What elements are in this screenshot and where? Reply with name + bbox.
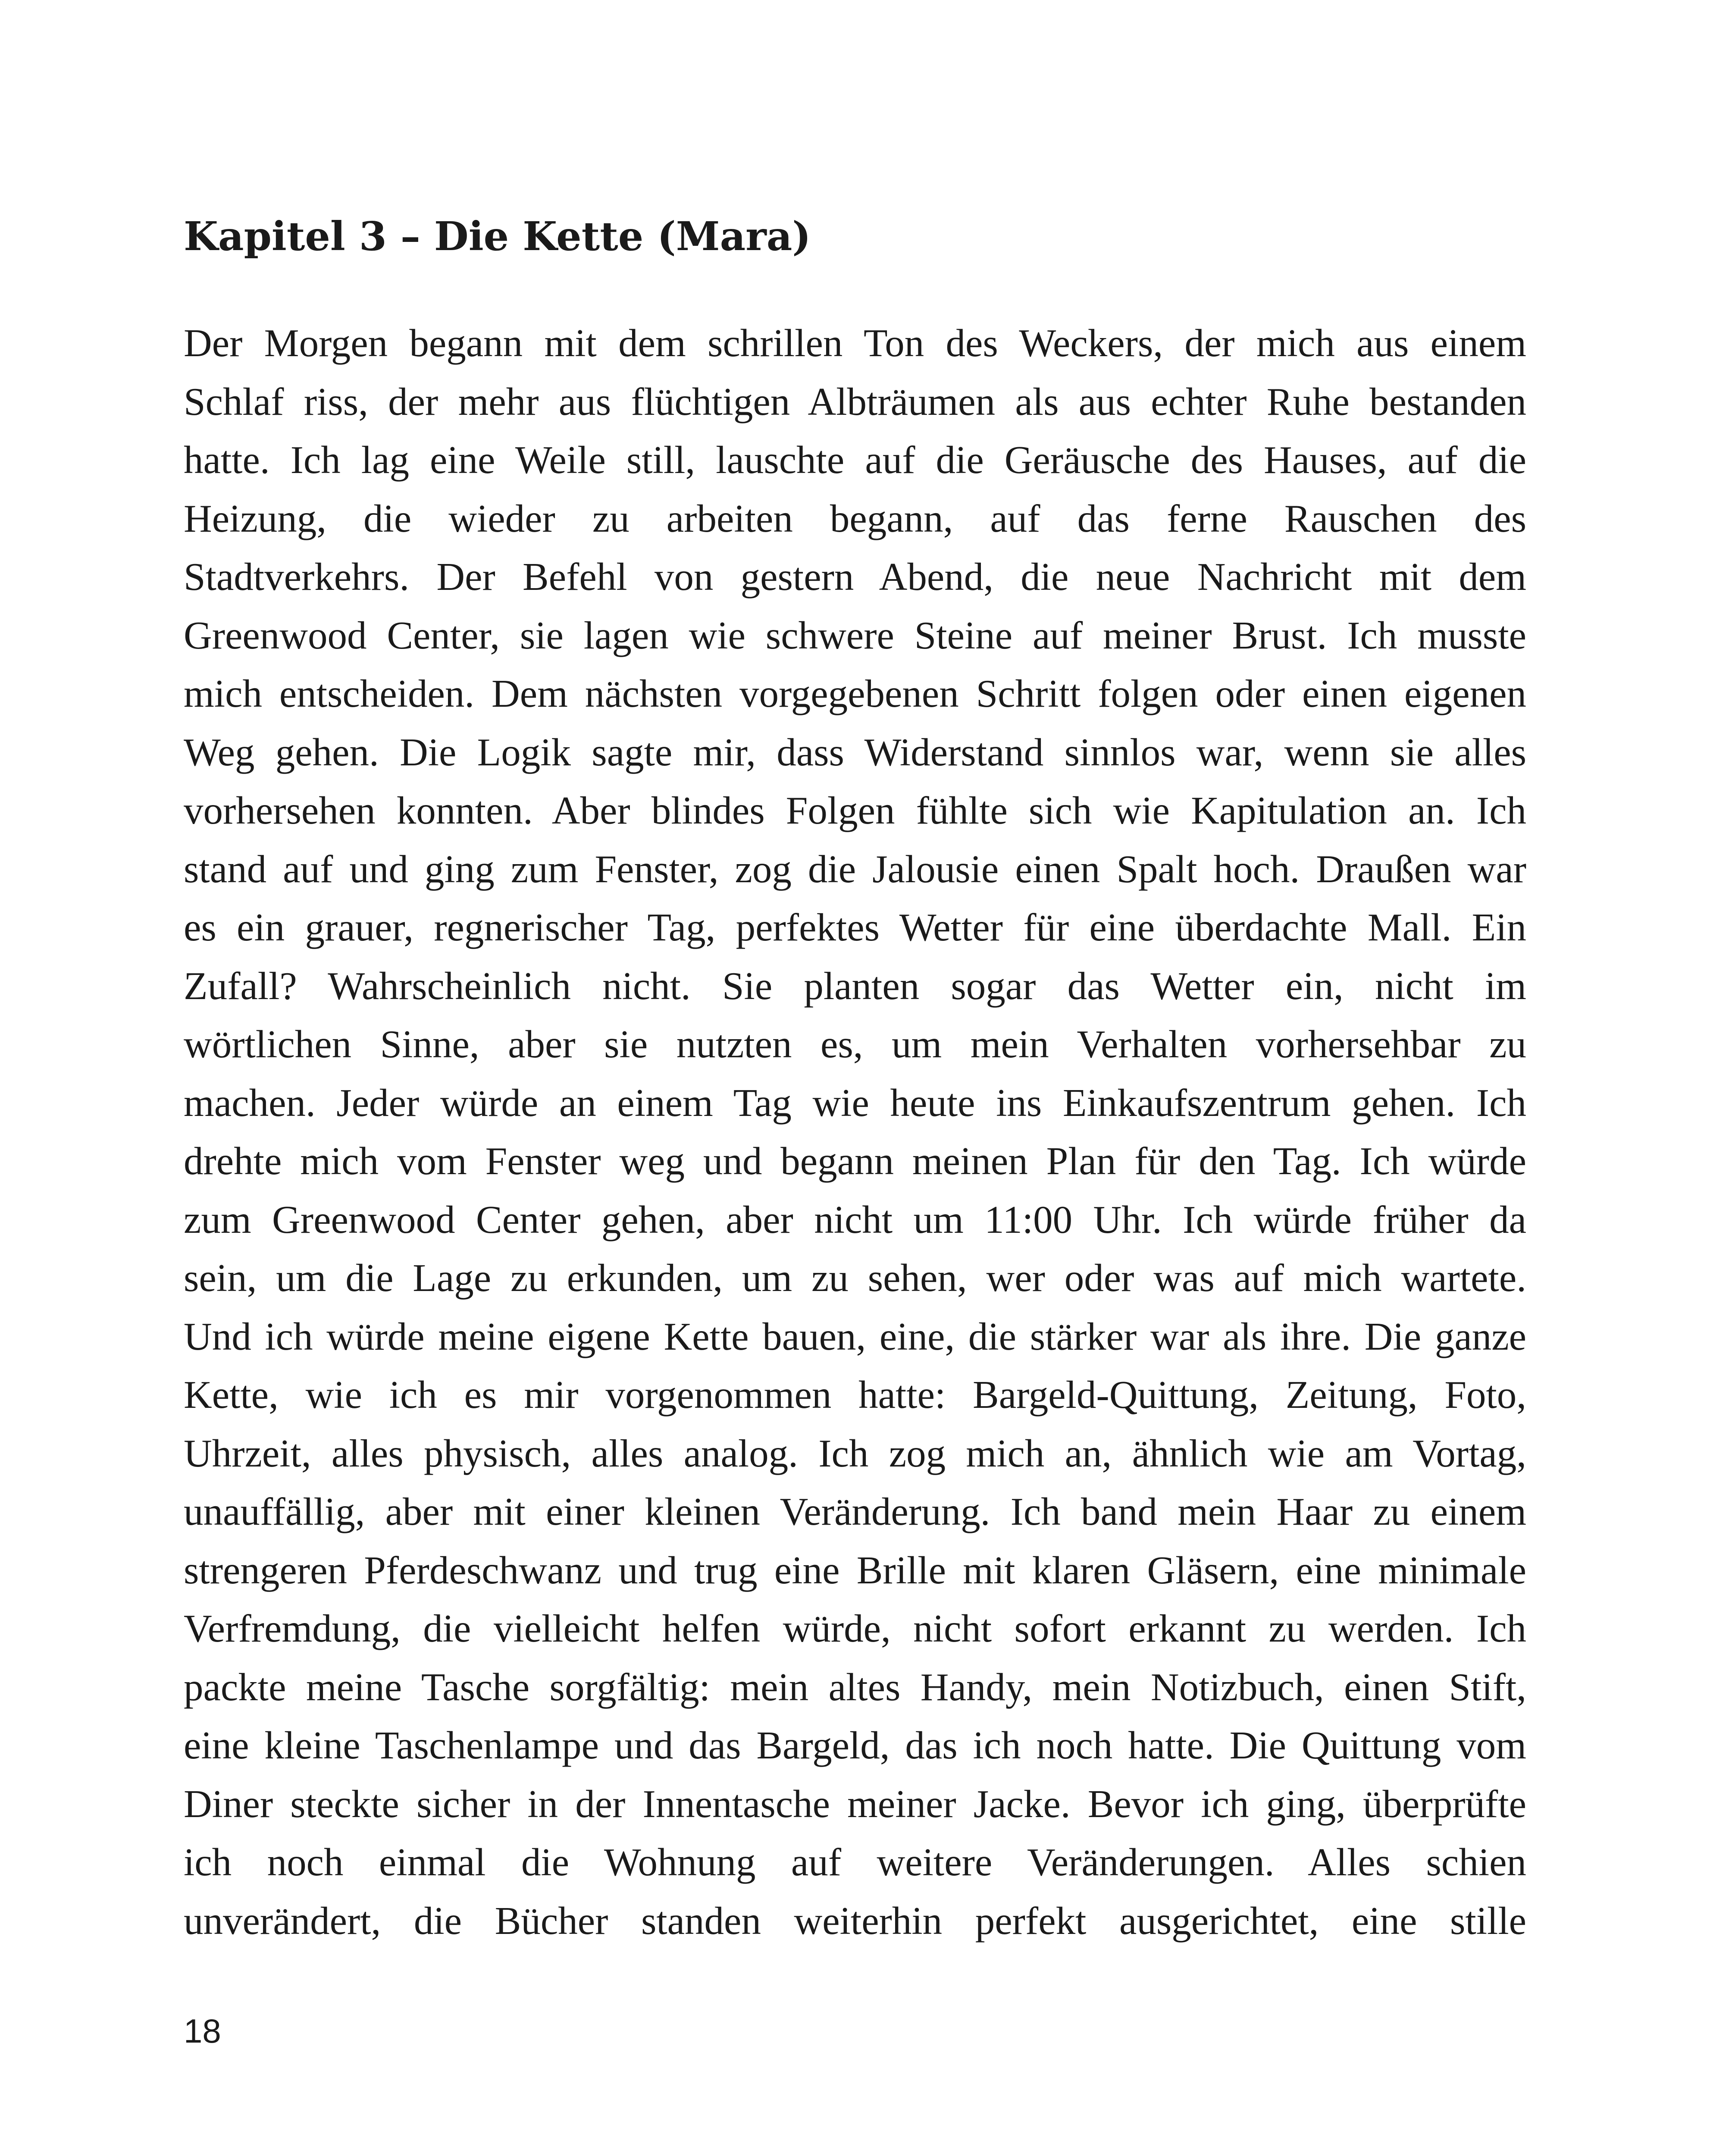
text-line: Weg gehen. Die Logik sagte mir, dass Widerstand sinnlos war, wenn sie alles	[184, 730, 1526, 774]
text-line: drehte mich vom Fenster weg und begann meinen Plan für den Tag. Ich würde	[184, 1139, 1526, 1183]
text-line: machen. Jeder würde an einem Tag wie heute ins Einkaufszentrum gehen. Ich	[184, 1081, 1526, 1125]
text-line: Uhrzeit, alles physisch, alles analog. Ich zog mich an, ähnlich wie am Vortag,	[184, 1431, 1526, 1475]
text-line: mich entscheiden. Dem nächsten vorgegebenen Schritt folgen oder einen eigenen	[184, 672, 1526, 715]
text-line: Zufall? Wahrscheinlich nicht. Sie planten sogar das Wetter ein, nicht im	[184, 964, 1526, 1008]
text-line: sein, um die Lage zu erkunden, um zu sehen, wer oder was auf mich wartete.	[184, 1256, 1526, 1300]
text-line: Heizung, die wieder zu arbeiten begann, auf das ferne Rauschen des	[184, 496, 1526, 540]
text-line: unauffällig, aber mit einer kleinen Veränderung. Ich band mein Haar zu einem	[184, 1490, 1526, 1533]
text-line: Und ich würde meine eigene Kette bauen, eine, die stärker war als ihre. Die ganze	[184, 1314, 1526, 1358]
text-line: Der Morgen begann mit dem schrillen Ton des Weckers, der mich aus einem	[184, 321, 1526, 365]
text-line: hatte. Ich lag eine Weile still, lauschte auf die Geräusche des Hauses, auf die	[184, 438, 1526, 482]
text-line: ich noch einmal die Wohnung auf weitere Veränderungen. Alles schien	[184, 1840, 1526, 1884]
text-line: packte meine Tasche sorgfältig: mein altes Handy, mein Notizbuch, einen Stift,	[184, 1665, 1526, 1709]
text-line: wörtlichen Sinne, aber sie nutzten es, um mein Verhalten vorhersehbar zu	[184, 1022, 1526, 1066]
text-line: zum Greenwood Center gehen, aber nicht um 11:00 Uhr. Ich würde früher da	[184, 1197, 1526, 1241]
text-line: unverändert, die Bücher standen weiterhin perfekt ausgerichtet, eine stille	[184, 1899, 1526, 1943]
text-line: Verfremdung, die vielleicht helfen würde, nicht sofort erkannt zu werden. Ich	[184, 1607, 1526, 1650]
text-line: stand auf und ging zum Fenster, zog die Jalousie einen Spalt hoch. Draußen war	[184, 847, 1526, 891]
text-line: Stadtverkehrs. Der Befehl von gestern Abend, die neue Nachricht mit dem	[184, 555, 1526, 599]
text-line: Greenwood Center, sie lagen wie schwere Steine auf meiner Brust. Ich musste	[184, 613, 1526, 657]
chapter-body-text	[184, 314, 1526, 1950]
page-number: 18	[184, 2012, 221, 2050]
chapter-title: Kapitel 3 – Die Kette (Mara)	[184, 213, 811, 260]
text-line: eine kleine Taschenlampe und das Bargeld, das ich noch hatte. Die Quittung vom	[184, 1724, 1526, 1767]
text-line: es ein grauer, regnerischer Tag, perfektes Wetter für eine überdachte Mall. Ein	[184, 906, 1526, 949]
text-line: vorhersehen konnten. Aber blindes Folgen fühlte sich wie Kapitulation an. Ich	[184, 789, 1526, 832]
text-line: strengeren Pferdeschwanz und trug eine Brille mit klaren Gläsern, eine minimale	[184, 1548, 1526, 1592]
text-line: Kette, wie ich es mir vorgenommen hatte: Bargeld-Quittung, Zeitung, Foto,	[184, 1373, 1526, 1416]
text-line: Diner steckte sicher in der Innentasche meiner Jacke. Bevor ich ging, überprüfte	[184, 1782, 1526, 1826]
text-line: Schlaf riss, der mehr aus flüchtigen Albträumen als aus echter Ruhe bestanden	[184, 379, 1526, 423]
